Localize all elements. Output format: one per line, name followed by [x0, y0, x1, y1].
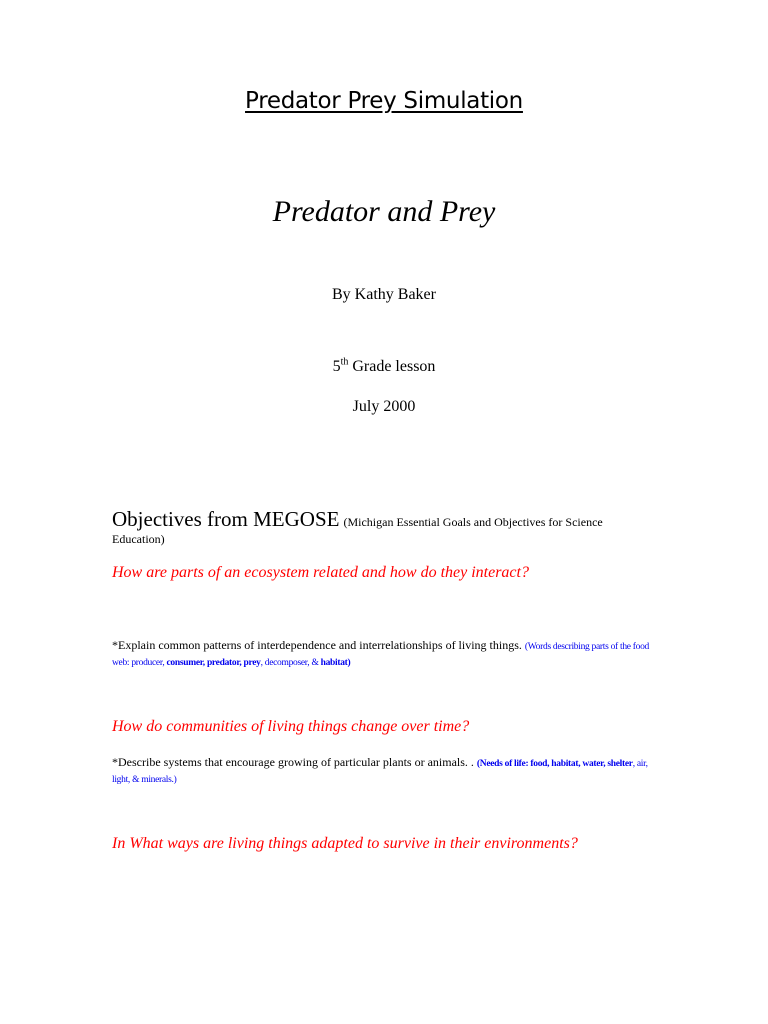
needs-note-rest: , air, light, & minerals.) — [112, 759, 648, 785]
grade-text: Grade lesson — [348, 358, 436, 375]
food-web-note-c: , decomposer, & — [260, 657, 321, 668]
grade-number: 5 — [332, 358, 341, 375]
needs-note-bold: (Needs of life: food, habitat, water, shelter — [476, 759, 633, 769]
objectives-title: Objectives from MEGOSE — [112, 507, 340, 531]
objective-interdependence — [112, 638, 652, 669]
document-title: Predator Prey Simulation — [245, 88, 523, 114]
question-communities: How do communities of living things change over time? — [112, 718, 470, 735]
question-adaptation: In What ways are living things adapted to survive in their environments? — [112, 835, 578, 852]
date-line: July 2000 — [352, 398, 416, 415]
grade-line — [0, 358, 768, 376]
objective-systems — [112, 755, 652, 786]
question-ecosystem: How are parts of an ecosystem related and how do they interact? — [112, 564, 529, 581]
food-web-note-habitat: habitat) — [320, 657, 351, 668]
food-web-note-a: (Words describing parts of the food web: producer, — [112, 642, 649, 668]
document-subtitle: Predator and Prey — [272, 195, 496, 228]
objective-interdependence-text: *Explain common patterns of interdependence and interrelationships of living things. — [112, 638, 525, 652]
objective-systems-text: *Describe systems that encourage growing of particular plants or animals. . — [112, 755, 477, 769]
food-web-note-bold: consumer, predator, prey — [166, 657, 261, 668]
author-line: By Kathy Baker — [332, 286, 436, 303]
objectives-heading — [112, 508, 652, 548]
objectives-note: (Michigan Essential Goals and Objectives for Science Education) — [112, 515, 603, 546]
grade-suffix: th — [340, 356, 349, 368]
